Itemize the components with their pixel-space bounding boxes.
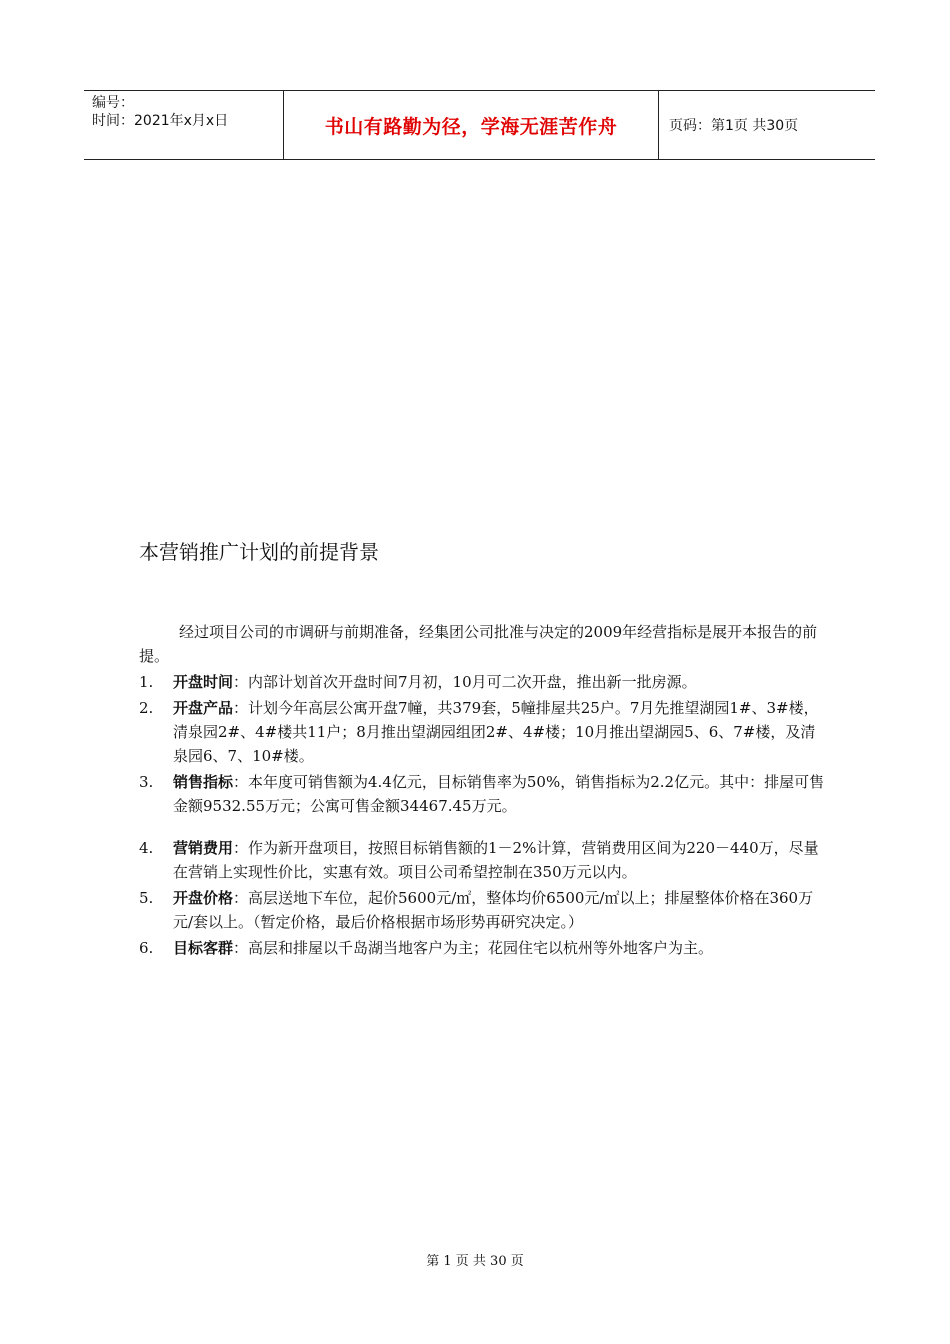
list-item: [139, 936, 829, 960]
section-title: 本营销推广计划的前提背景: [139, 540, 379, 564]
document-body: [139, 620, 829, 962]
intro-paragraph: 经过项目公司的市调研与前期准备，经集团公司批准与决定的2009年经营指标是展开本报告的前提。: [139, 623, 818, 665]
serial-number-label: 编号：: [92, 95, 134, 111]
item-lead: 目标客群: [173, 939, 234, 957]
plan-list: [139, 670, 829, 960]
item-lead: 销售指标: [173, 773, 234, 791]
item-lead: 开盘时间: [173, 673, 234, 691]
list-item: [139, 670, 829, 694]
item-text: ：计划今年高层公寓开盘7幢，共379套，5幢排屋共25户。7月先推望湖园1#、3#楼，清泉园2#、4#楼共11户；8月推出望湖园组团2#、4#楼；10月推出望湖园5、6、7#楼，及清泉园6、7、10#楼。: [173, 699, 819, 765]
item-text: ：内部计划首次开盘时间7月初，10月可二次开盘，推出新一批房源。: [233, 673, 697, 691]
item-lead: 营销费用: [173, 839, 234, 857]
item-number: 3.: [139, 773, 154, 791]
item-text: ：本年度可销售额为4.4亿元，目标销售率为50%，销售指标为2.2亿元。其中：排屋可售金额9532.55万元；公寓可售金额34467.45万元。: [173, 773, 825, 815]
item-lead: 开盘价格: [173, 889, 234, 907]
list-item: [139, 886, 829, 934]
item-number: 2.: [139, 699, 154, 717]
date-label: 时间：2021年x月x日: [92, 113, 229, 129]
list-item: [139, 770, 829, 818]
item-number: 5.: [139, 889, 154, 907]
list-item: [139, 836, 829, 884]
item-number: 1.: [139, 673, 154, 691]
item-text: ：高层和排屋以千岛湖当地客户为主；花园住宅以杭州等外地客户为主。: [233, 939, 714, 957]
header-page-number: 页码：第1页 共30页: [669, 118, 799, 134]
item-number: 4.: [139, 839, 154, 857]
page-header: [84, 90, 875, 160]
item-lead: 开盘产品: [173, 699, 234, 717]
item-text: ：高层送地下车位，起价5600元/㎡，整体均价6500元/㎡以上；排屋整体价格在360万元/套以上。（暂定价格，最后价格根据市场形势再研究决定。）: [173, 889, 814, 931]
item-text: ：作为新开盘项目，按照目标销售额的1－2%计算，营销费用区间为220－440万，尽量在营销上实现性价比，实惠有效。项目公司希望控制在350万元以内。: [173, 839, 819, 881]
list-item: [139, 696, 829, 768]
header-motto: 书山有路勤为径，学海无涯苦作舟: [284, 91, 659, 159]
header-meta: [84, 91, 284, 159]
page-footer: 第 1 页 共 30 页: [426, 1254, 524, 1269]
item-number: 6.: [139, 939, 154, 957]
